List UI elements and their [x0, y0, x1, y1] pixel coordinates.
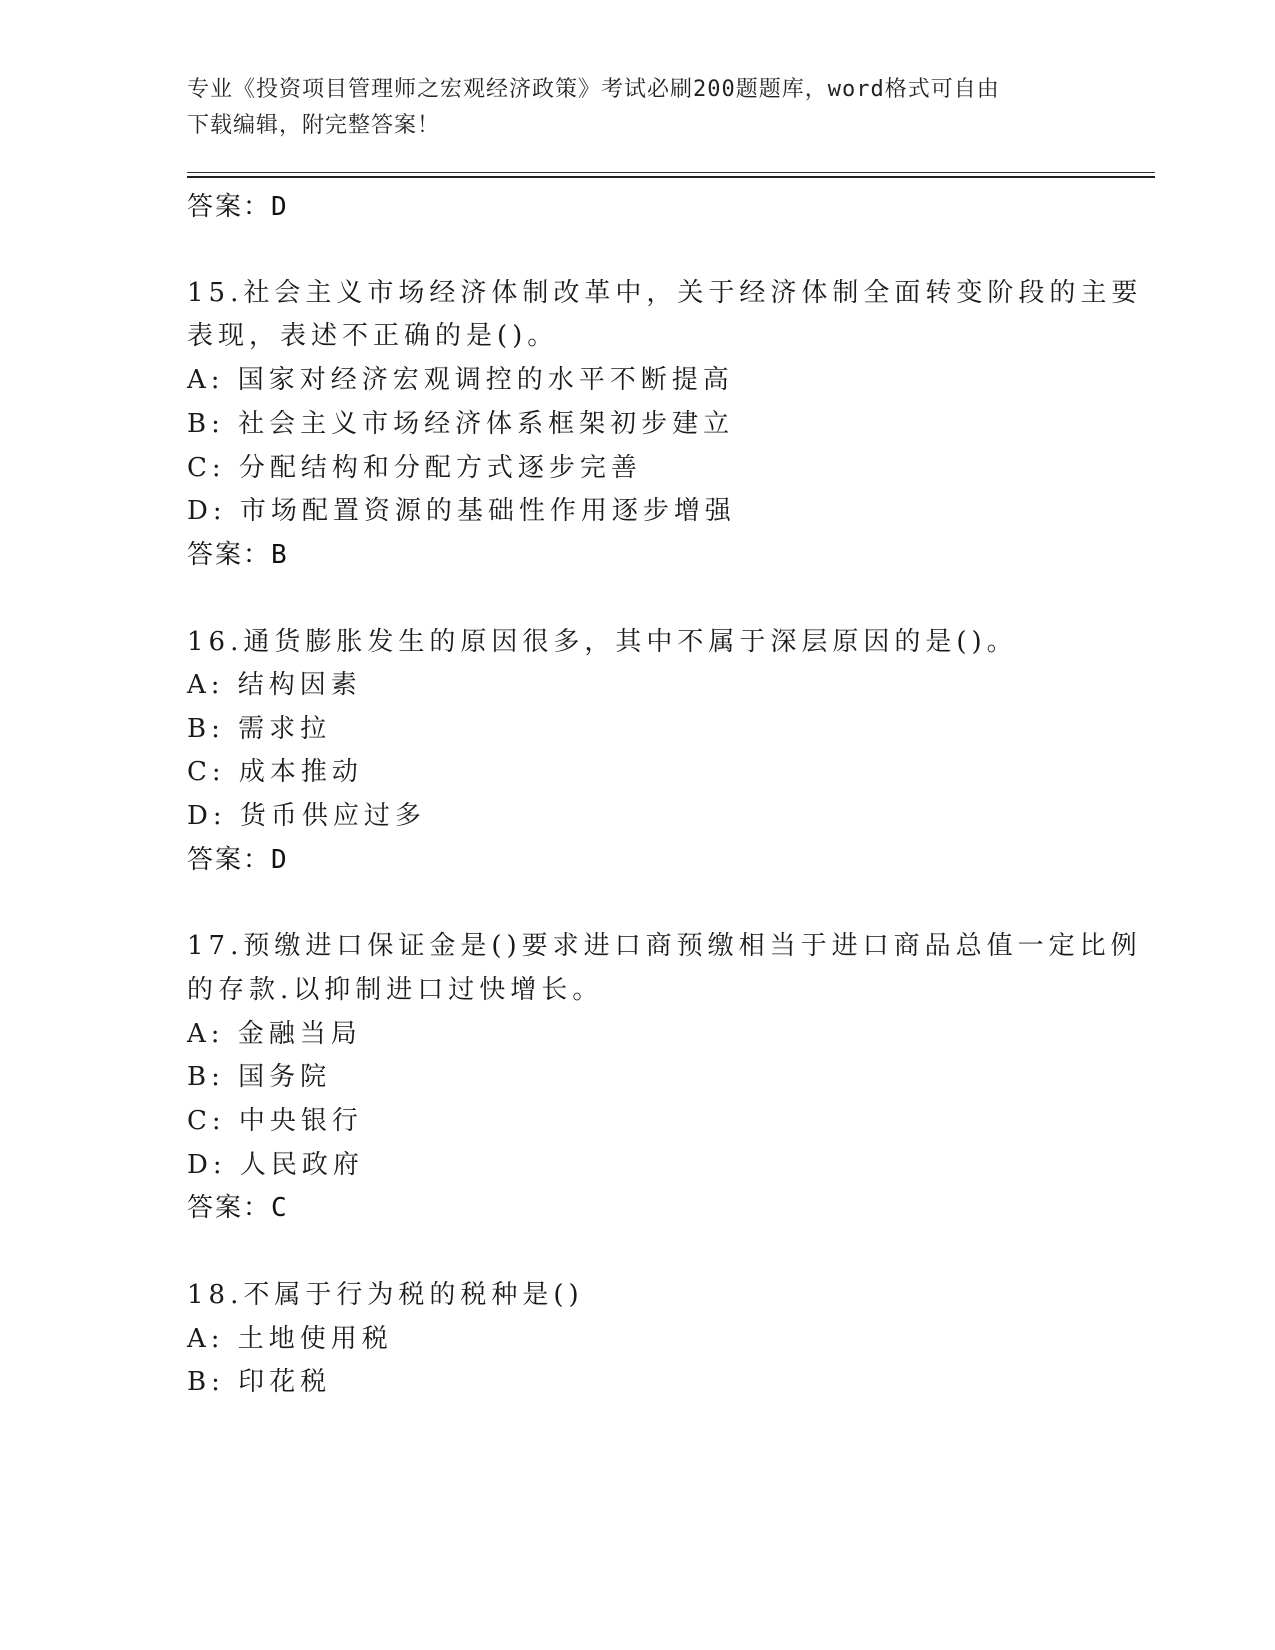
question-18-text-line-1: 18.不属于行为税的税种是()	[187, 1280, 584, 1310]
answer-value: D	[271, 192, 289, 222]
answer-value: C	[271, 1193, 289, 1223]
question-17-text-line-2: 的存款.以抑制进口过快增长。	[187, 975, 604, 1005]
answer-label: 答案：	[187, 845, 272, 875]
question-17-text-line-1: 17.预缴进口保证金是()要求进口商预缴相当于进口商品总值一定比例	[187, 931, 1142, 961]
question-15-option-b: B: 社会主义市场经济体系框架初步建立	[187, 409, 735, 439]
question-17-option-a: A: 金融当局	[187, 1019, 362, 1049]
answer-value: B	[271, 540, 289, 570]
question-16-option-c: C: 成本推动	[187, 757, 363, 787]
answer-value: D	[271, 845, 289, 875]
question-18-option-a: A: 土地使用税	[187, 1324, 393, 1354]
question-18-option-b: B: 印花税	[187, 1367, 332, 1397]
answer-16	[187, 839, 289, 876]
question-15-option-d: D: 市场配置资源的基础性作用逐步增强	[187, 496, 736, 526]
question-15-option-c: C: 分配结构和分配方式逐步完善	[187, 453, 642, 483]
answer-17	[187, 1187, 289, 1224]
question-15-option-a: A: 国家对经济宏观调控的水平不断提高	[187, 365, 734, 395]
question-16-text-line-1: 16.通货膨胀发生的原因很多，其中不属于深层原因的是()。	[187, 627, 1018, 657]
question-17-option-d: D: 人民政府	[187, 1150, 364, 1180]
answer-label: 答案：	[187, 1193, 272, 1223]
header-rule-thin	[187, 172, 1155, 173]
question-16-option-b: B: 需求拉	[187, 714, 332, 744]
answer-15	[187, 534, 289, 571]
question-16-option-a: A: 结构因素	[187, 670, 362, 700]
header-line-1: 专业《投资项目管理师之宏观经济政策》考试必刷200题题库，word格式可自由	[187, 77, 1000, 102]
header-rule-thick	[187, 176, 1155, 178]
document-header	[187, 72, 1067, 144]
answer-label: 答案：	[187, 192, 272, 222]
answer-label: 答案：	[187, 540, 272, 570]
answer-14	[187, 186, 289, 223]
header-line-2: 下载编辑，附完整答案！	[187, 113, 441, 138]
question-17-option-c: C: 中央银行	[187, 1106, 363, 1136]
question-17-option-b: B: 国务院	[187, 1062, 332, 1092]
question-15-text-line-1: 15.社会主义市场经济体制改革中，关于经济体制全面转变阶段的主要	[187, 278, 1143, 308]
question-15-text-line-2: 表现，表述不正确的是()。	[187, 321, 559, 351]
question-16-option-d: D: 货币供应过多	[187, 801, 426, 831]
